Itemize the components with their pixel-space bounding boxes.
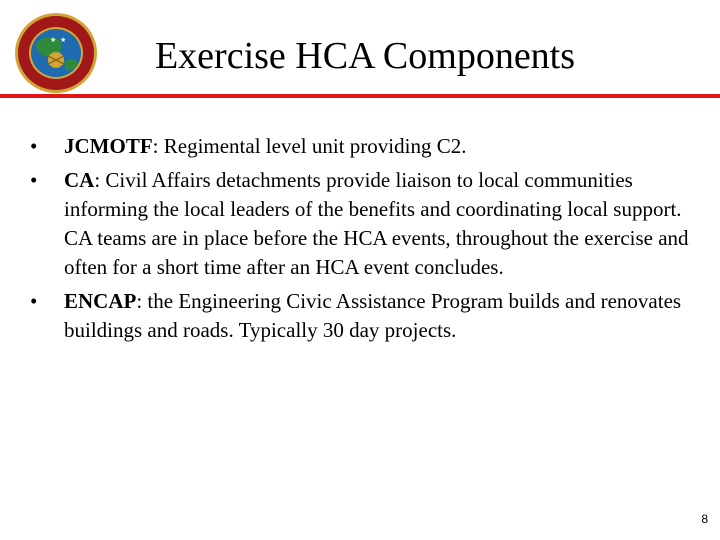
svg-text:★: ★ bbox=[50, 36, 57, 44]
bullet-term: JCMOTF bbox=[64, 134, 153, 158]
bullet-text: : Regimental level unit providing C2. bbox=[152, 134, 467, 158]
bullet-item bbox=[30, 166, 710, 282]
bullet-item bbox=[30, 132, 710, 161]
bullet-term: ENCAP bbox=[64, 289, 137, 313]
bullet-icon: • bbox=[30, 134, 38, 158]
bullet-text: : Civil Affairs detachments provide liaison to local communities informing the local leaders of the benefits and coordinating local support. CA teams are in place before the HCA events, throughout the exercise and often for a short time after an HCA event concludes. bbox=[64, 168, 689, 279]
bullet-item bbox=[30, 287, 710, 345]
title-divider bbox=[0, 94, 720, 98]
page-number: 8 bbox=[701, 512, 708, 526]
svg-text:★: ★ bbox=[60, 36, 67, 44]
bullet-icon: • bbox=[30, 168, 38, 192]
marine-corps-forces-pacific-seal bbox=[14, 12, 98, 94]
bullet-icon: • bbox=[30, 289, 38, 313]
bullet-term: CA bbox=[64, 168, 95, 192]
bullet-list bbox=[30, 132, 710, 350]
bullet-text: : the Engineering Civic Assistance Program builds and renovates buildings and roads. Typically 30 day projects. bbox=[64, 289, 682, 342]
slide-title: Exercise HCA Components bbox=[154, 35, 576, 77]
